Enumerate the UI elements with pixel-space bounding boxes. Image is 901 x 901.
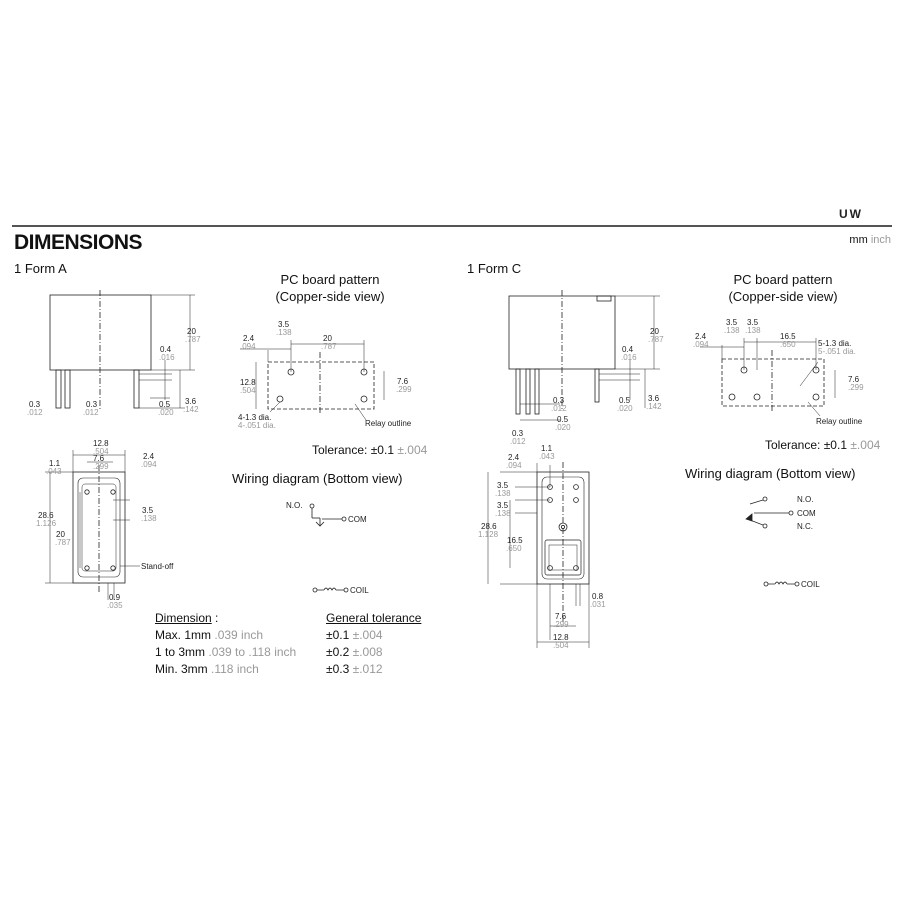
form-a-relay-body [50,295,151,370]
form-a-coil-label: COIL [350,586,369,595]
dim-label: .650 [780,340,796,349]
dim-label: 0.5 [557,415,569,424]
dim-label: 20 [650,327,659,336]
form-a-pin [56,370,61,408]
form-c-pcb-subtitle: (Copper-side view) [728,289,838,304]
dim-label: 28.6 [38,511,54,520]
dim-label: 4-.051 dia. [238,421,276,430]
form-c-relay-outline-label: Relay outline [816,417,863,426]
form-a-pcb-hole [361,396,367,402]
dim-label: .299 [396,385,412,394]
dim-label: 2.4 [695,332,707,341]
units-inch: inch [870,234,891,246]
form-a-pin [134,370,139,408]
form-a-relay-outline-label: Relay outline [365,419,412,428]
dim-label: 0.8 [592,592,604,601]
dim-label: 2.4 [243,334,255,343]
form-a-coil-terminal [344,588,348,592]
tol-mm: ±0.2 [326,645,350,659]
dim-label: 3.5 [278,320,290,329]
form-a-coil-icon [324,588,336,590]
dim-label: 7.6 [848,375,860,384]
dim-label: 1.128 [478,530,499,539]
form-a-pcb-hole [277,396,283,402]
form-a-no-label: N.O. [286,501,303,510]
dim-label: .504 [240,386,256,395]
dim-label: .142 [646,402,662,411]
form-c-com-label: COM [797,509,816,518]
form-c-tolerance-inch: ±.004 [850,438,881,452]
form-c-com-terminal [789,511,793,515]
form-a-pcb-title: PC board pattern [280,272,380,287]
dim-label: .138 [724,326,740,335]
dim-label: .299 [93,462,109,471]
dim-label: .094 [506,461,522,470]
row-label-inch: .039 to .118 inch [208,645,297,659]
form-c-wiring-title: Wiring diagram (Bottom view) [685,466,856,481]
dim-label: .504 [553,641,569,650]
dim-label: .138 [495,489,511,498]
form-a-wiring-diagram [310,504,348,592]
dim-label: 0.5 [159,400,171,409]
dim-label: 0.4 [622,345,634,354]
dim-label: .138 [745,326,761,335]
row-label-inch: .118 inch [211,662,259,676]
dim-label: 1.1 [541,444,553,453]
dim-label: 7.6 [555,612,567,621]
standoff-label: Stand-off [141,562,174,571]
dim-label: 1.126 [36,519,57,528]
form-a-no-terminal [310,504,314,508]
form-a-coil-terminal [313,588,317,592]
row-label-mm: 1 to 3mm [155,645,206,659]
dim-label: 3.5 [497,501,509,510]
dim-label: .020 [555,423,571,432]
form-c-nc-terminal [763,524,767,528]
form-c-side-view [509,290,660,420]
units-mm: mm [849,234,868,246]
form-a-pcb-pattern [240,340,384,420]
form-c-relay-outline-box [722,359,824,406]
tol-inch: ±.008 [352,645,383,659]
dim-label: .012 [83,408,99,417]
dim-label: .016 [159,353,175,362]
corner-model-text: UW [839,207,863,221]
form-c-pin [535,369,539,414]
dim-label: .012 [27,408,43,417]
dim-label: .299 [848,383,864,392]
form-c-coil-terminal [764,582,768,586]
dim-label: .504 [93,447,109,456]
dim-label: 7.6 [397,377,409,386]
dim-label: 20 [56,530,65,539]
dim-label: 0.9 [109,593,121,602]
form-c-pcb-hole [813,394,819,400]
dim-label: .043 [539,452,555,461]
dim-label: .035 [107,601,123,610]
dim-label: .138 [495,509,511,518]
form-a-side-view [50,290,195,410]
form-c-wiring-diagram [746,497,799,586]
dim-label: .650 [506,544,522,553]
form-a-label: 1 Form A [14,261,67,276]
dim-label: 4-1.3 dia. [238,413,272,422]
tol-mm: ±0.3 [326,662,350,676]
dim-label: .043 [46,467,62,476]
form-c-nc-label: N.C. [797,522,813,531]
form-a-com-label: COM [348,515,367,524]
form-a-relay-outline-box [268,362,374,409]
dim-label: 0.3 [29,400,41,409]
dim-label: 28.6 [481,522,497,531]
form-c-pin [516,369,520,414]
form-a-pcb-subtitle: (Copper-side view) [275,289,385,304]
dim-label: 2.4 [508,453,520,462]
dim-label: 20 [323,334,332,343]
dim-label: 1.1 [49,459,61,468]
dim-label: 0.5 [619,396,631,405]
dim-label: 20 [187,327,196,336]
dim-label: 12.8 [553,633,569,642]
dim-label: .138 [141,514,157,523]
dim-label: 0.3 [553,396,565,405]
form-c-pcb-pattern [700,338,835,416]
dim-label: .094 [240,342,256,351]
form-a-wiring-title: Wiring diagram (Bottom view) [232,471,403,486]
form-c-no-terminal [763,497,767,501]
dim-label: .094 [141,460,157,469]
tol-inch: ±.004 [352,628,383,642]
dim-label: 7.6 [93,454,105,463]
dim-label: 5-.051 dia. [818,347,856,356]
dimension-header: Dimension [155,611,212,625]
section-title: DIMENSIONS [14,231,143,254]
dim-label: 16.5 [507,536,523,545]
tol-mm: ±0.1 [326,628,350,642]
form-c-coil-label: COIL [801,580,820,589]
dim-label: 3.5 [497,481,509,490]
form-c-coil-terminal [795,582,799,586]
form-c-tolerance-mm: ±0.1 [823,438,847,452]
form-c-pin [595,369,599,402]
dim-label: .012 [551,404,567,413]
dim-label: 3.6 [185,397,197,406]
form-c-pin [526,369,530,414]
row-label-inch: .039 inch [214,628,264,642]
form-a-com-terminal [342,517,346,521]
dim-label: 2.4 [143,452,155,461]
dim-label: 0.4 [160,345,172,354]
form-c-no-label: N.O. [797,495,814,504]
form-a-tolerance-mm: ±0.1 [370,443,394,457]
form-c-pcb-hole [729,394,735,400]
row-label-mm: Max. 1mm [155,628,212,642]
dim-label: 12.8 [93,439,109,448]
dim-label: 0.3 [512,429,524,438]
dim-label: .787 [321,342,337,351]
dim-label: .020 [158,408,174,417]
form-c-label: 1 Form C [467,261,522,276]
form-c-pcb-title: PC board pattern [733,272,833,287]
row-label-mm: Min. 3mm [155,662,208,676]
form-c-coil-icon [775,582,787,584]
dim-label: .138 [276,328,292,337]
tol-inch: ±.012 [352,662,383,676]
dim-label: .787 [648,335,664,344]
dim-label: 3.5 [726,318,738,327]
dim-label: .787 [55,538,71,547]
form-a-tolerance-label: Tolerance: [312,443,368,457]
form-a-tolerance-inch: ±.004 [397,443,428,457]
dim-label: .016 [621,353,637,362]
dim-label: 12.8 [240,378,256,387]
dim-label: 0.3 [86,400,98,409]
dim-label: .142 [183,405,199,414]
dim-label: .012 [510,437,526,446]
dim-label: .299 [553,620,569,629]
dimension-header-colon: : [215,611,219,625]
dim-label: .094 [693,340,709,349]
general-tolerance-header: General tolerance [326,611,422,625]
dim-label: .020 [617,404,633,413]
dim-label: .031 [590,600,606,609]
dim-label: .787 [185,335,201,344]
dim-label: 3.6 [648,394,660,403]
form-a-pin [65,370,70,408]
dim-label: 3.5 [747,318,759,327]
dim-label: 5-1.3 dia. [818,339,852,348]
form-c-tolerance-label: Tolerance: [765,438,821,452]
dim-label: 3.5 [142,506,154,515]
form-c-pcb-hole [754,394,760,400]
dim-label: 16.5 [780,332,796,341]
